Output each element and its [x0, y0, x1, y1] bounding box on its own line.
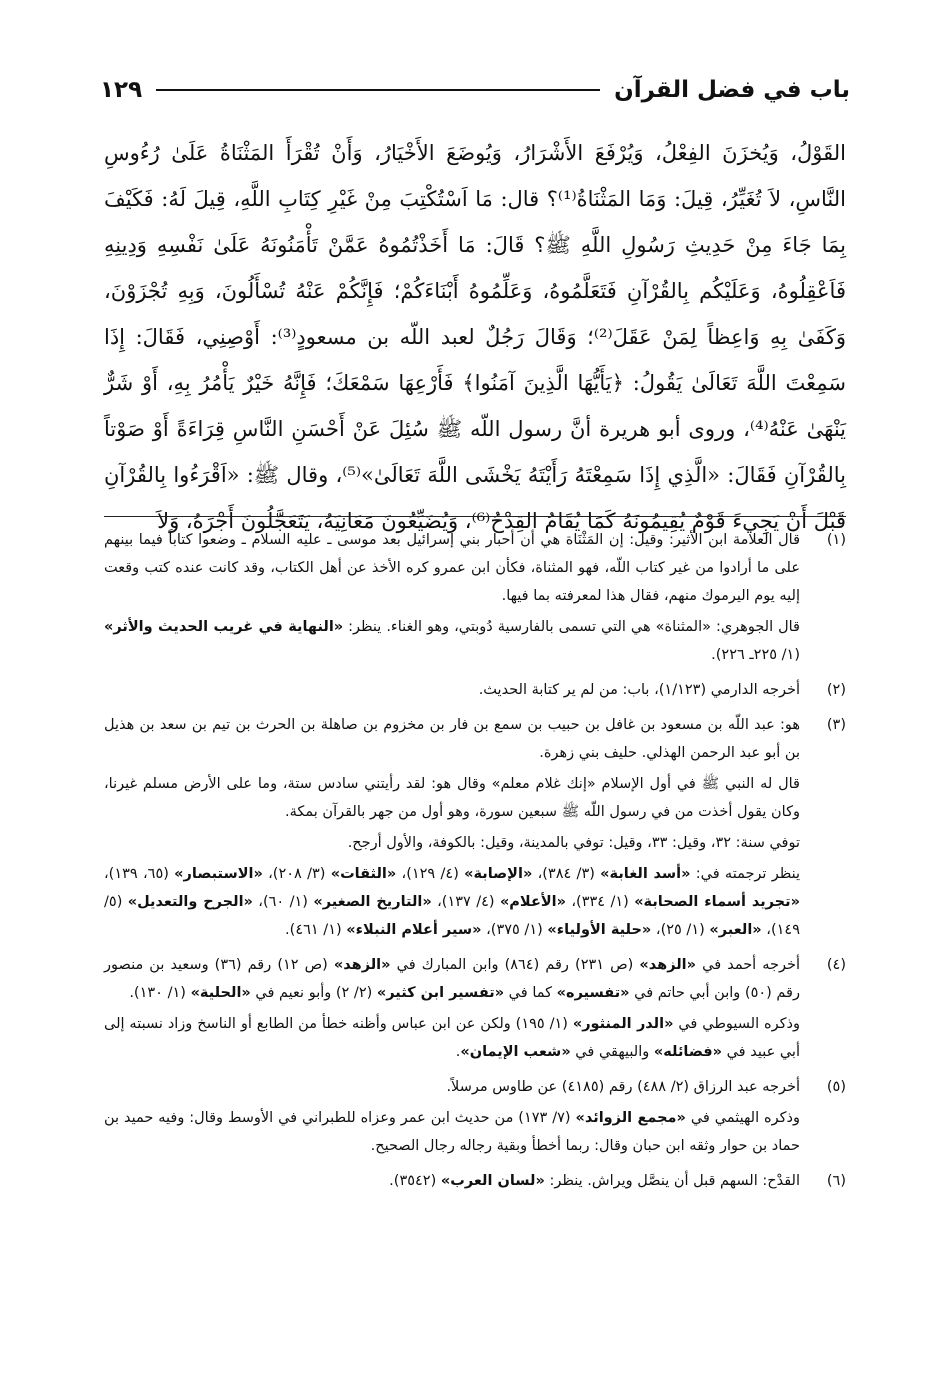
footnote-text: (٢/ ٢) وأبو نعيم في [250, 985, 377, 1001]
main-paragraph: القَوْلُ، وَيُخزَنَ الفِعْلُ، وَيُرْفَعَ الأَشْرَارُ، وَيُوضَعَ الأَخْيَارُ، وَأَنْ تُقْرَأَ المَثْنَاةُ عَلَىٰ رُءُوسِ النَّاسِ، لاَ تُغَيِّرُ، قِيلَ: وَمَا المَثْنَاةُ⁽¹⁾؟ قال: مَا اَسْتُكْتِبَ مِنْ غَيْرِ كِتَابِ اللَّهِ، قِيلَ لَهُ: فَكَيْفَ بِمَا جَاءَ مِنْ حَدِيثِ رَسُولِ اللَّهِ ﷺ؟ قَالَ: مَا أَخَذْتُمُوهُ عَمَّنْ تَأْمَنُونَهُ عَلَىٰ نَفْسِهِ وَدِينِهِ فَاَعْقِلُوهُ، وَعَلَيْكُم بِالقُرْآنِ فَتَعَلَّمُوهُ، وَعَلِّمُوهُ أَبْنَاءَكُمْ؛ فَإِنَّكُمْ عَنْهُ تُسْأَلُونَ، وَبِهِ تُجْزَوْنَ، وَكَفَىٰ بِهِ وَاعِظاً لِمَنْ عَقَلَ⁽²⁾؛ وَقَالَ رَجُلٌ لعبد اللّه بن مسعودٍ⁽³⁾: أَوْصِنِي، فَقَالَ: إِذَا سَمِعْتَ اللَّهَ تَعَالَىٰ يَقُولُ: ﴿يَأَيُّهَا الَّذِينَ آمَنُوا﴾ فَأَرْعِهَا سَمْعَكَ؛ فَإِنَّهُ خَيْرٌ يَأْمُرُ بِهِ، أَوْ شَرٌّ يَنْهَىٰ عَنْهُ⁽⁴⁾، وروى أبو هريرة أنَّ رسول اللّه ﷺ سُئِلَ عَنْ أَحْسَنِ النَّاسِ قِرَاءَةً أَوْ صَوْتاً بِالقُرْآنِ فَقَالَ: «الَّذِي إِذَا سَمِعْتَهُ رَأَيْتَهُ يَخْشَى اللَّهَ تَعَالَىٰ»⁽⁵⁾، وقال ﷺ: «اَقْرَءُوا بِالقُرْآنِ قَبْلَ أَنْ يَجِيءَ قَوْمٌ يُقِيمُونَهُ كَمَا يُقَامُ القِدْحُ⁽⁶⁾، وَيُضَيِّعُونَ مَعَانِيَهُ، يَتَعَجَّلُونَ أَجْرَهُ، وَلاَ [104, 141, 847, 533]
footnote-text: (٤/ ١٢٩)، [396, 866, 465, 882]
footnote-text: (١/ ٦٠)، [252, 894, 314, 910]
footnote-body [104, 526, 800, 672]
source-title: «الثقات» [330, 866, 397, 882]
footnote [104, 1167, 846, 1198]
footnote-text: (١/ ٤٦١). [285, 922, 347, 938]
footnote-paragraph [104, 1167, 800, 1195]
footnote-number: (٤) [826, 957, 846, 973]
footnote-text: قال العلامة ابن الأثير: وقيل: إن المَثْنَاة هي أن أحبار بني إسرائيل بعد موسى ـ عليه السلام ـ وضعوا كتاباً فيما بينهم على ما أرادوا من غير كتاب اللّه، فهو المثناة، فكأن ابن عمرو كره الأخذ عن أهل الكتاب، وقد كانت عنده كتب وقعت إليه يوم اليرموك منهم، فقال هذا لمعرفته بما فيها. [104, 532, 800, 604]
footnote-number: (١) [826, 532, 846, 548]
footnote-paragraph [104, 676, 800, 704]
footnote-text: قال الجوهري: «المثناة» هي التي تسمى بالفارسية دُوبتي، وهو الغناء. ينظر: [343, 619, 800, 635]
footnote-body [104, 1073, 800, 1163]
footnote-text: (١/ ٢٢٥ـ ٢٢٦). [711, 647, 800, 663]
footnote-text: قال له النبي ﷺ في أول الإسلام «إنك غلام معلم» وقال هو: لقد رأيتني سادس ستة، وما على الأرض مسلم غيرنا، وكان يقول أخذت من في رسول اللّه ﷺ سبعين سورة، وهو أول من جهر بالقرآن بمكة. [104, 776, 800, 820]
footnote-number: (٣) [826, 717, 846, 733]
source-title: «فضائله» [653, 1044, 722, 1060]
footnote-body [104, 676, 800, 707]
footnote-paragraph [104, 613, 800, 669]
footnote-text: (٥/ ١٤٩)، [104, 894, 800, 938]
footnote-text: (١/ ٢٥)، [651, 922, 710, 938]
running-header [100, 70, 850, 110]
footnote-text: أخرجه أحمد في [696, 957, 801, 973]
source-title: «سير أعلام النبلاء» [346, 922, 482, 938]
footnote-text: أخرجه عبد الرزاق (٢/ ٤٨٨) رقم (٤١٨٥) عن طاوس مرسلاً. [446, 1079, 800, 1095]
footnote-separator [104, 516, 846, 517]
footnote-body [104, 1167, 800, 1198]
footnote-paragraph [104, 1073, 800, 1101]
source-title: «تجريد أسماء الصحابة» [634, 894, 800, 910]
source-title: «الزهد» [639, 957, 697, 973]
footnote-text: والبيهقي في [570, 1044, 654, 1060]
footnote-text: (٣/ ٣٨٤)، [532, 866, 601, 882]
chapter-title: باب في فضل القرآن [614, 77, 850, 103]
footnote-text: (٧/ ١٧٣) من حديث ابن عمر وعزاه للطبراني في الأوسط وقال: وفيه حميد بن حماد بن حوار وثقه ابن حبان وقال: ربما أخطأ وبقية رجاله رجال الصحيح. [104, 1110, 800, 1154]
source-title: «الدر المنثور» [572, 1016, 674, 1032]
footnote-text: وذكره السيوطي في [673, 1016, 800, 1032]
footnote-paragraph [104, 1104, 800, 1160]
footnote [104, 676, 846, 707]
source-title: «لسان العرب» [440, 1173, 545, 1189]
footnote-body [104, 951, 800, 1069]
footnote-text: القدْح: السهم قبل أن ينصَّل ويراش. ينظر: [544, 1173, 800, 1189]
footnote-text: (٤/ ١٣٧)، [431, 894, 500, 910]
footnote-text: . [455, 1044, 461, 1060]
footnote [104, 526, 846, 672]
source-title: «التاريخ الصغير» [313, 894, 432, 910]
source-title: «تفسيره» [556, 985, 630, 1001]
footnote-text: هو: عبد اللّه بن مسعود بن غافل بن حبيب بن سمع بن فار بن مخزوم بن صاهلة بن الحرث بن تيم بن سعد بن هذيل بن أبو عبد الرحمن الهذلي. حليف بني زهرة. [104, 717, 800, 761]
source-title: «الزهد» [333, 957, 391, 973]
footnote-body [104, 711, 800, 947]
footnote-text: (٣٥٤٢). [389, 1173, 441, 1189]
footnote-text: وذكره الهيثمي في [685, 1110, 801, 1126]
footnote-paragraph [104, 829, 800, 857]
footnote-number: (٦) [826, 1173, 846, 1189]
footnote-paragraph [104, 770, 800, 826]
source-title: «الأعلام» [499, 894, 566, 910]
page-number: ١٢٩ [100, 77, 143, 103]
footnote-paragraph [104, 951, 800, 1007]
source-title: «مجمع الزوائد» [575, 1110, 686, 1126]
source-title: «الإصابة» [464, 866, 533, 882]
footnote-text: (٦٥، ١٣٩)، [104, 866, 175, 882]
footnote-text: (٣/ ٢٠٨)، [262, 866, 331, 882]
source-title: «النهاية في غريب الحديث والأثر» [104, 619, 344, 635]
footnote-text: (١/ ١٩٥) ولكن عن ابن عباس وأظنه خطأ من الطابع أو الناسخ وزاد نسبته إلى أبي عبيد في [104, 1016, 800, 1060]
footnote-paragraph [104, 711, 800, 767]
source-title: «تفسير ابن كثير» [376, 985, 505, 1001]
footnote-text: (ص ٢٣١) رقم (٨٦٤) وابن المبارك في [390, 957, 640, 973]
footnote-text: كما في [504, 985, 557, 1001]
footnote-number: (٥) [826, 1079, 846, 1095]
footnote-text: (١/ ١٣٠). [129, 985, 191, 1001]
footnote [104, 711, 846, 947]
footnote-text: توفي سنة: ٣٢، وقيل: ٣٣، وقيل: توفي بالمدينة، وقيل: بالكوفة، والأول أرجح. [347, 835, 800, 851]
source-title: «العبر» [709, 922, 762, 938]
footnote-paragraph [104, 1010, 800, 1066]
source-title: «الحلية» [190, 985, 251, 1001]
footnote-number: (٢) [826, 682, 846, 698]
footnote-paragraph [104, 860, 800, 944]
footnote-text: (ص ١٢) رقم (٣٦) وسعيد بن منصور رقم (٥٠) وابن أبي حاتم في [104, 957, 800, 1001]
source-title: «حلية الأولياء» [547, 922, 652, 938]
footnote-text: (١/ ٣٣٤)، [565, 894, 635, 910]
source-title: «الاستبصار» [174, 866, 263, 882]
source-title: «شعب الإيمان» [460, 1044, 571, 1060]
source-title: «أسد الغابة» [600, 866, 691, 882]
source-title: «الجرح والتعديل» [127, 894, 253, 910]
footnote-text: (١/ ٣٧٥)، [481, 922, 548, 938]
footnote-text: أخرجه الدارمي (١/١٢٣)، باب: من لم ير كتابة الحديث. [478, 682, 800, 698]
header-rule [156, 89, 600, 91]
main-text [104, 130, 847, 533]
footnote-paragraph [104, 526, 800, 610]
footnote [104, 951, 846, 1069]
footnote-text: ينظر ترجمته في: [690, 866, 801, 882]
footnotes [104, 526, 846, 1296]
footnote [104, 1073, 846, 1163]
